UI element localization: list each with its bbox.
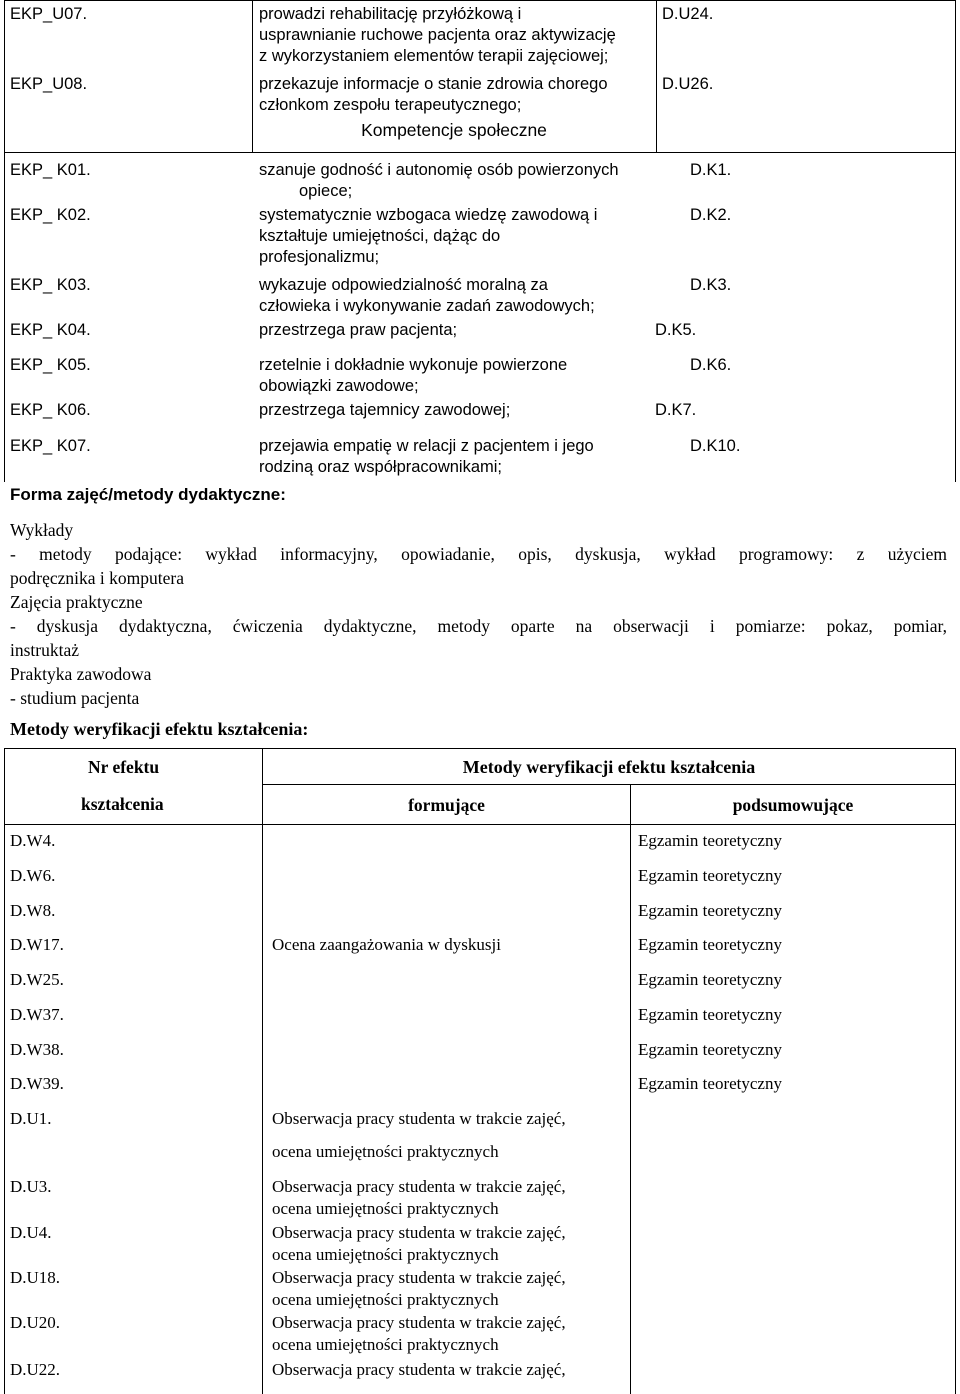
effect-code: EKP_U07. [10, 5, 88, 23]
summative-method: Egzamin teoretyczny [638, 1040, 782, 1059]
paragraph-line: - studium pacjenta [10, 688, 140, 708]
section-header: Kompetencje społeczne [361, 120, 547, 140]
effect-description: przestrzega praw pacjenta; [259, 321, 458, 339]
effect-description: przekazuje informacje o stanie zdrowia chorego członkom zespołu terapeutycznego; [259, 75, 608, 114]
paragraph-line: - metody podające: wykład informacyjny, opowiadanie, opis, dyskusja, wykład programowy: z użyciem [10, 544, 947, 564]
col-header-nr: Nr efektu [88, 757, 160, 777]
effect-code: EKP_ K04. [10, 321, 91, 339]
formative-method: ocena umiejętności praktycznych [272, 1142, 499, 1161]
group-header: Metody weryfikacji efektu kształcenia [462, 757, 756, 777]
effect-number: D.U22. [10, 1360, 61, 1379]
effect-number: D.W37. [10, 1005, 64, 1024]
effect-number: D.W25. [10, 970, 64, 989]
effect-number: D.U3. [10, 1177, 52, 1196]
effect-description: przestrzega tajemnicy zawodowej; [259, 401, 511, 419]
col-header-podsumowujace: podsumowujące [732, 795, 854, 815]
formative-method: Obserwacja pracy studenta w trakcie zajęć, [272, 1268, 566, 1287]
summative-method: Egzamin teoretyczny [638, 1005, 782, 1024]
effect-code: EKP_U08. [10, 75, 88, 93]
formative-method: Obserwacja pracy studenta w trakcie zajęć, [272, 1313, 566, 1332]
effect-code: EKP_ K07. [10, 437, 91, 455]
effect-description: systematycznie wzbogaca wiedzę zawodową i kształtuje umiejętności, dążąc do profesjonalizmu; [259, 206, 598, 266]
teaching-methods-text [10, 518, 947, 710]
formative-method: ocena umiejętności praktycznych [272, 1199, 499, 1218]
effect-number: D.W17. [10, 935, 64, 954]
effect-code: EKP_ K03. [10, 276, 91, 294]
formative-method: Obserwacja pracy studenta w trakcie zajęć, [272, 1109, 566, 1128]
effect-description: prowadzi rehabilitację przyłóżkową i usprawnianie ruchowe pacjenta oraz aktywizację z wykorzystaniem elementów terapii zajęciowej; [259, 5, 616, 65]
paragraph-line: podręcznika i komputera [10, 568, 184, 588]
effect-code: EKP_ K06. [10, 401, 91, 419]
formative-method: ocena umiejętności praktycznych [272, 1335, 499, 1354]
effect-code: EKP_ K01. [10, 161, 91, 179]
verification-heading: Metody weryfikacji efektu kształcenia: [10, 719, 309, 739]
formative-method: Obserwacja pracy studenta w trakcie zajęć, [272, 1177, 566, 1196]
formative-method: Obserwacja pracy studenta w trakcie zajęć, [272, 1223, 566, 1242]
effect-description: wykazuje odpowiedzialność moralną za człowieka i wykonywanie zadań zawodowych; [259, 276, 595, 315]
col-header-nr: kształcenia [81, 794, 164, 814]
effect-reference: D.K5. [655, 321, 697, 339]
effect-number: D.W6. [10, 866, 56, 885]
summative-method: Egzamin teoretyczny [638, 831, 782, 850]
summative-method: Egzamin teoretyczny [638, 866, 782, 885]
effect-reference: D.K1. [690, 161, 732, 179]
effect-reference: D.K6. [690, 356, 732, 374]
effect-number: D.W38. [10, 1040, 64, 1059]
paragraph-line: Praktyka zawodowa [10, 664, 152, 684]
effect-reference: D.U26. [662, 75, 714, 93]
effect-description: szanuje godność i autonomię osób powierzonych opiece; [259, 161, 619, 200]
formative-method: ocena umiejętności praktycznych [272, 1290, 499, 1309]
effect-reference: D.K10. [690, 437, 741, 455]
effect-code: EKP_ K05. [10, 356, 91, 374]
effect-description: rzetelnie i dokładnie wykonuje powierzone obowiązki zawodowe; [259, 356, 568, 395]
effect-number: D.W8. [10, 901, 56, 920]
formative-method: ocena umiejętności praktycznych [272, 1245, 499, 1264]
effect-number: D.U20. [10, 1313, 61, 1332]
formative-method: Obserwacja pracy studenta w trakcie zajęć, [272, 1360, 566, 1379]
summative-method: Egzamin teoretyczny [638, 1074, 782, 1093]
paragraph-line: - dyskusja dydaktyczna, ćwiczenia dydaktyczne, metody oparte na obserwacji i pomiarze: pokaz, pomiar, [10, 616, 947, 636]
effect-number: D.W4. [10, 831, 56, 850]
paragraph-line: Zajęcia praktyczne [10, 592, 143, 612]
summative-method: Egzamin teoretyczny [638, 901, 782, 920]
effect-reference: D.K7. [655, 401, 697, 419]
effect-number: D.U4. [10, 1223, 52, 1242]
paragraph-line: instruktaż [10, 640, 80, 660]
paragraph-line: Wykłady [10, 520, 74, 540]
effect-code: EKP_ K02. [10, 206, 91, 224]
col-header-formujace: formujące [408, 795, 485, 815]
summative-method: Egzamin teoretyczny [638, 935, 782, 954]
effect-reference: D.K2. [690, 206, 732, 224]
summative-method: Egzamin teoretyczny [638, 970, 782, 989]
effect-number: D.U1. [10, 1109, 52, 1128]
effect-number: D.U18. [10, 1268, 61, 1287]
effect-reference: D.K3. [690, 276, 732, 294]
effect-number: D.W39. [10, 1074, 64, 1093]
effect-reference: D.U24. [662, 5, 714, 23]
formative-method: Ocena zaangażowania w dyskusji [272, 935, 501, 954]
effect-description: przejawia empatię w relacji z pacjentem i jego rodziną oraz współpracownikami; [259, 437, 594, 476]
forma-heading: Forma zajęć/metody dydaktyczne: [10, 485, 286, 504]
